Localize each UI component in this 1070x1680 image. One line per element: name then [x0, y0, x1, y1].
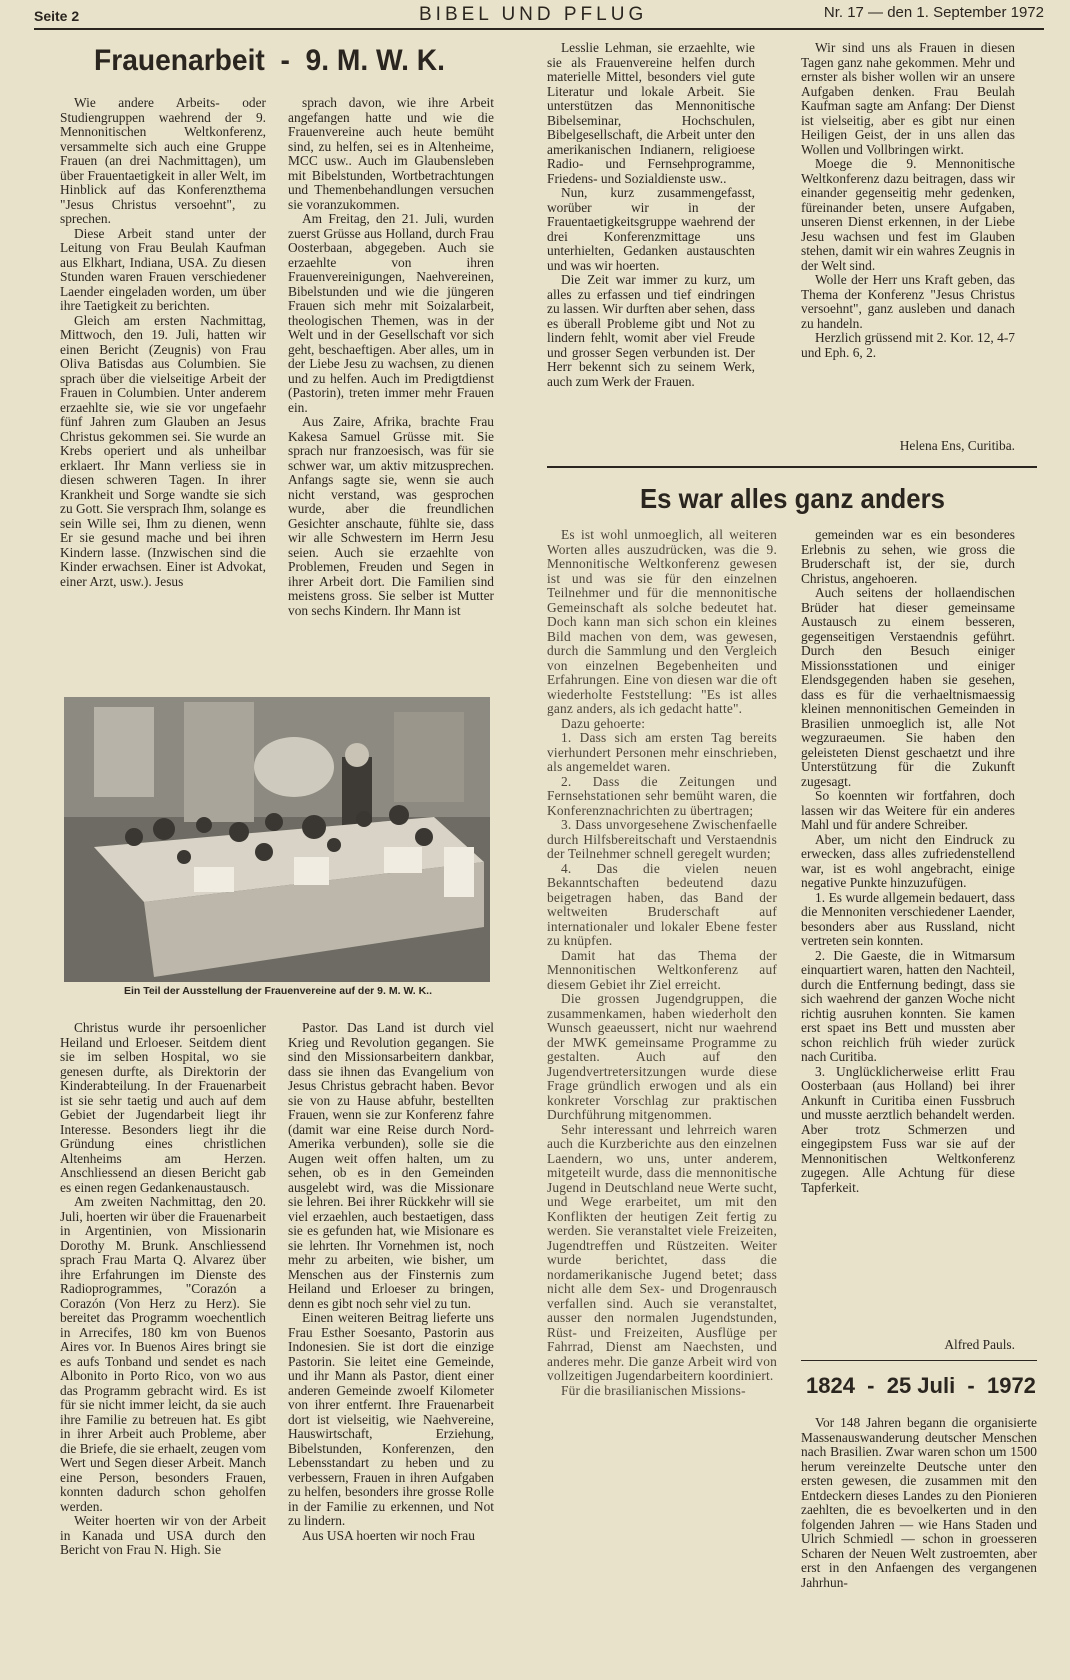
masthead: BIBEL UND PFLUG	[419, 4, 648, 25]
article1-column-3	[547, 41, 755, 389]
section-divider	[547, 466, 1037, 468]
article1-column-1	[60, 96, 266, 589]
paragraph: sprach davon, wie ihre Arbeit angefangen hatte und wie die Frauenvereine auch heute bemüht sind, zu helfen, sei es in Altenheime, MCC usw.. Auch im Glaubensleben mit Bibelstunden, Wortbetrachtungen und Themenbehandlungen versuchen sie voranzukommen.	[288, 95, 494, 212]
article-title: Frauenarbeit - 9. M. W. K.	[94, 44, 445, 77]
paragraph: Weiter hoerten wir von der Arbeit in Kanada und USA durch den Bericht von Frau N. High. Sie	[60, 1513, 266, 1557]
paragraph: Sehr interessant und lehrreich waren auch die Kurzberichte aus den einzelnen Laendern, wo uns, unter anderem, mitgeteilt wurde, dass die mennonitische Jugend in Deutschland neue Werte sucht, und Wege erarbeitet, um mit den Konflikten der heutigen Zeit fertig zu werden. Sie veranstaltet viele Freizeiten, Jugendtreffen und Rüstzeiten. Weiter wurde berichtet, dass die nordamerikanische Jugend betet; dass nicht alle dem Sex- und Drogenrausch verfallen sind. Auch sie veranstaltet, ausser den normalen Jugendstunden, Rüst- und Freizeiten, Ausflüge per Fahrrad, Dienst am Naechsten, und anderes mehr. Die ganze Arbeit wird von vollzeitigen Jugendarbeitern koordiniert.	[547, 1121, 777, 1383]
paragraph: So koennten wir fortfahren, doch lassen wir das Weitere für ein anderes Mahl und für andere Schreiber.	[801, 788, 1015, 832]
paragraph: Pastor. Das Land ist durch viel Krieg und Revolution gegangen. Sie sind den Missionsarbeitern dankbar, dass sie ihnen das Evangelium von Jesus Christus gebracht haben. Bevor sie von zu Hause abfuhr, bestellten Frauen, wenn sie zur Konferenz fahre (damit war eine Reise durch Nord-Amerika verbunden), solle sie die Augen weit offen halten, um zu sehen, ob es in den Gemeinden ausgelebt wird, was die Missionare sie lehren. Bei ihrer Rückkehr will sie viel erzaehlen, auch bestaetigen, dass sie es gefunden hat, wie Misionare es sie lehrten. Ihr Vornehmen ist, noch mehr zu arbeiten, wie bisher, um Menschen aus der Finsternis zum Heiland und Erloeser zu bringen, denn es gibt noch sehr viel zu tun.	[288, 1020, 494, 1311]
article1-signature: Helena Ens, Curitiba.	[899, 438, 1015, 453]
paragraph: Aus Zaire, Afrika, brachte Frau Kakesa Samuel Grüsse mit. Sie sprach nur franzoesisch, was für sie schwer war, um aktiv mitzusprechen. Anfangs sagte sie, wenn sie auch nicht verstand, was gesprochen wurde, aber die freundlichen Gesichter anschaute, fühlte sie, dass wir alle Schwestern im Herrn Jesu seien. Auch sie erzaehlte von Problemen, Freuden und Segen in ihrer Arbeit dort. Die Familien sind meistens gross. Sie selber ist Mutter von sechs Kindern. Ihr Mann ist	[288, 414, 494, 618]
paragraph: 2. Die Gaeste, die in Witmarsum einquartiert waren, hatten den Nachteil, durch die Entfernung bedingt, dass sie sich waehrend der ganzen Woche nicht richtig ausruhen konnten. Sie kamen erst spaet ins Bett und mussten aber schon reichlich früh wieder zurück nach Curitiba.	[801, 947, 1015, 1064]
paragraph: Aber, um nicht den Eindruck zu erwecken, dass alles zufriedenstellend war, ist es wohl angebracht, einige negative Punkte hinzuzufügen.	[801, 831, 1015, 890]
paragraph: Für die brasilianischen Missions-	[561, 1382, 746, 1398]
paragraph: Am zweiten Nachmittag, den 20. Juli, hoerten wir über die Frauenarbeit in Argentinien, von Missionarin Dorothy M. Brunk. Anschliessend sprach Frau Marta Q. Alvarez über ihre Erfahrungen im Dienste des Radioprogrammes, "Corazón a Corazón (Von Herz zu Herz). Sie bereitet das Programm woechentlich in Arrecifes, 180 km von Buenos Aires vor. In Buenos Aires bringt sie es aufs Tonband und sendet es nach Albonito in Porto Rico, von wo aus das Programm gebracht wird. Es ist für sie nicht immer leicht, da sie auch ihre Familie zu betreuen hat. Es gibt in ihrer Arbeit auch Probleme, aber die Briefe, die sie erhaelt, zeugen vom Wert und Segen dieser Arbeit. Manch eine Person, besonders Frauen, konnten dadurch schon geholfen werden.	[60, 1194, 266, 1514]
paragraph: 1. Es wurde allgemein bedauert, dass die Mennoniten verschiedener Laender, besonders aber aus Russland, nicht vertreten sein konnten.	[801, 889, 1015, 948]
paragraph: Herzlich grüssend mit 2. Kor. 12, 4-7 und Eph. 6, 2.	[801, 330, 1015, 360]
issue-date: Nr. 17 — den 1. September 1972	[823, 4, 1044, 21]
paragraph: Am Freitag, den 21. Juli, wurden zuerst Grüsse aus Holland, durch Frau Oosterbaan, abgegeben. Auch sie erzaehlte von ihren Frauenvereinigungen, Naehvereinen, Bibelstunden und wie die jüngeren Frauen sich mehr mit Soizalarbeit, theologischen Themen, was in der Welt und in der Gesellschaft vor sich geht, beschaeftigen. Aber alles, um in der Liebe Jesu zu wachsen, zu dienen und zu helfen. Auch im Predigtdienst (Pastorin), treten immer mehr Frauen ein.	[288, 211, 494, 415]
article1-column-2-continued	[288, 1021, 494, 1543]
article3-title: 1824 - 25 Juli - 1972	[806, 1373, 1036, 1398]
article2-column-1	[547, 528, 777, 1398]
paragraph: Diese Arbeit stand unter der Leitung von Frau Beulah Kaufman aus Elkhart, Indiana, USA. Zu diesen Stunden waren Frauen verschiedener Laender eingeladen worden, um über ihre Taetigkeit zu berichten.	[60, 225, 266, 313]
paragraph: 4. Das die vielen neuen Bekanntschaften bedeutend dazu beigetragen haben, das Band der weltweiten Bruderschaft auf internationaler und lokaler Ebene fester zu knüpfen.	[547, 860, 777, 948]
paragraph: Dazu gehoerte:	[561, 715, 646, 731]
paragraph: Gleich am ersten Nachmittag, Mittwoch, den 19. Juli, hatten wir einen Bericht (Zeugnis) von Frau Oliva Batisdas aus Columbien. Sie sprach über die vielseitige Arbeit der Frauen in Columbien. Unter anderem erzaehlte sie, wie sie vor ungefaehr fünf Jahren zum Glauben an Jesus Christus gekommen sei. Sie wurde an Krebs operiert und als unheilbar erklaert. Ihr Mann verliess sie in diesen schweren Tagen. In ihrer Krankheit und Sorge wandte sie sich zu Gott. Sie versprach Ihm, solange es sein Wille sei, Ihm zu dienen, wenn Er sie gesund mache und bei ihren Kindern lasse. (Inzwischen sind die Kinder erwachsen. Einer ist Advokat, einer Arzt, usw.). Jesus	[60, 312, 267, 589]
header-rule	[34, 28, 1044, 30]
paragraph: 3. Dass unvorgesehene Zwischenfaelle durch Hilfsbereitschaft und Verstaendnis der Teilnehmer schnell geregelt wurden;	[547, 817, 777, 861]
paragraph: Vor 148 Jahren begann die organisierte Massenauswanderung deutscher Menschen nach Brasilien. Zwar waren schon um 1500 herum vereinzelte Deutsche unter den ersten gewesen, die zusammen mit den Entdeckern dieses Landes zu den Pionieren zaehlten, die es bevoelkerten und in den folgenden Jahren — wie Hans Staden und Ulrich Schmiedl — schon in groesseren Scharen der Neuen Welt zustroemten, aber erst in den Anfaengen des vergangenen Jahrhun-	[801, 1415, 1037, 1590]
paragraph: Wir sind uns als Frauen in diesen Tagen ganz nahe gekommen. Mehr und ernster als bisher wollen wir an unsere Aufgaben denken. Frau Beulah Kaufman sagte am Anfang: Der Dienst ist vielseitig, aber es gibt nur einen Heiligen Geist, der in uns allen das Wollen und Vollbringen wirkt.	[801, 40, 1015, 157]
paragraph: Auch seitens der hollaendischen Brüder hat dieser gemeinsame Austausch zu einem besseren, gegenseitigen Verstaendnis geführt. Durch den Besuch einiger Missionsstationen und einiger Elendsgegenden haben sie gesehen, dass es für die verhaeltnismaessig kleinen mennonitischen Gemeinden in Brasilien unmoeglich ist, alle Not wegzuraeumen. Sie haben den geleisteten Dienst geschaetzt und ihre Unterstützung für die Zukunft zugesagt.	[801, 585, 1015, 789]
paragraph: gemeinden war es ein besonderes Erlebnis zu sehen, wie gross die Bruderschaft ist, der sie, durch Christus, angehoeren.	[801, 527, 1015, 586]
paragraph: 1. Dass sich am ersten Tag bereits vierhundert Personen mehr einschrieben, als angemeldet waren.	[547, 730, 777, 774]
paragraph: Aus USA hoerten wir noch Frau	[302, 1527, 475, 1543]
paragraph: Wolle der Herr uns Kraft geben, das Thema der Konferenz "Jesus Christus versoehnt", ganz ausleben und danach zu handeln.	[801, 272, 1015, 331]
paragraph: Moege die 9. Mennonitische Weltkonferenz dazu beitragen, dass wir einander gegenseitig mehr gedenken, füreinander beten, unsere Aufgaben, unseren Dienst erkennen, in der Liebe Jesu wachsen und fest im Glauben stehen, damit wir ein wahres Zeugnis in der Welt sind.	[801, 156, 1015, 273]
photo-caption: Ein Teil der Ausstellung der Frauenvereine auf der 9. M. W. K..	[123, 985, 433, 997]
article2-title: Es war alles ganz anders	[640, 483, 945, 514]
paragraph: Einen weiteren Beitrag lieferte uns Frau Esther Soesanto, Pastorin aus Indonesien. Sie ist dort die einzige Pastorin. Sie leitet eine Gemeinde, und ihr Mann als Pastor, dient einer anderen Gemeinde zwoelf Kilometer von ihrer entfernt. Ihre Frauenarbeit dort ist vielseitig, wie Naehvereine, Hauswirtschaft, Erziehung, Bibelstunden, Konferenzen, den Lebensstandart zu heben und zu verbessern, Frauen in ihren Aufgaben zu helfen, besonders ihre grosse Rolle in der Familie zu erkennen, und Not zu lindern.	[288, 1310, 494, 1528]
paragraph: Lesslie Lehman, sie erzaehlte, wie sie als Frauenvereine helfen durch materielle Mittel, besonders viel gute Literatur und lokale Arbeit. Sie unterstützen das Mennonitische Bibelseminar, Hochschulen, Bibelgesellschaft, die Arbeit unter den amerikanischen Indianern, religioese Radio- und Fernsehprogramme, Friedens- und Sozialdienste usw..	[547, 40, 755, 186]
article3-body	[801, 1416, 1037, 1590]
paragraph: Wie andere Arbeits- oder Studiengruppen waehrend der 9. Mennonitischen Weltkonferenz, versammelte sich auch eine Gruppe Frauen (an drei Nachmittagen), um über Frauentaetigkeit in aller Welt, im Hinblick auf das Konferenzthema "Jesus Christus versoehnt", zu sprechen.	[60, 95, 266, 226]
article2-column-2	[801, 528, 1015, 1195]
paragraph: Christus wurde ihr persoenlicher Heiland und Erloeser. Seitdem dient sie im selben Hospital, wo sie genesen durfte, als Direktorin der Kinderabteilung. In der Frauenarbeit ist sie sehr taetig und auch auf dem Gebiet der Jugendarbeit liegt ihr Interesse. Besonders liegt ihr die Gründung eines christlichen Altenheims am Herzen. Anschliessend an diesen Bericht gab es einen regen Gedankenaustausch.	[60, 1020, 266, 1195]
paragraph: Die Zeit war immer zu kurz, um alles zu erfassen und tief eindringen zu lassen. Wir durften aber sehen, dass es überall Probleme gibt und Not zu lindern fehlt, womit aber viel Freude und grosser Segen verbunden ist. Der Herr bekennt sich zu seinem Werk, auch zum Werk der Frauen.	[547, 272, 755, 389]
paragraph: 3. Unglücklicherweise erlitt Frau Oosterbaan (aus Holland) bei ihrer Ankunft in Curitiba einen Fussbruch und musste aerztlich behandelt werden. Aber trotz Schmerzen und eingegipstem Fuss war sie auf der Mennonitischen Weltkonferenz zugegen. Alle Achtung für diese Tapferkeit.	[801, 1063, 1015, 1195]
exhibition-photo	[64, 697, 490, 982]
paragraph: Es ist wohl unmoeglich, all weiteren Worten alles auszudrücken, was die 9. Mennonitische Weltkonferenz gewesen ist und was sie für den einzelnen Teilnehmer und für die mennonitische Gemeinschaft als solche bedeutet hat. Doch kann man sich schon ein kleines Bild machen von dem, was gewesen, durch die Sammlung und den Vergleich von einzelnen Begebenheiten und Erfahrungen. Eine von diesen war die oft wiederholte Feststellung: "Es ist alles ganz anders, als ich gedacht hatte".	[547, 527, 777, 716]
article2-signature: Alfred Pauls.	[944, 1337, 1015, 1352]
paragraph: Damit hat das Thema der Mennonitischen Weltkonferenz auf diesem Gebiet ihr Ziel erreicht.	[547, 947, 777, 992]
page-header	[34, 4, 1044, 28]
paragraph: Die grossen Jugendgruppen, die zusammenkamen, haben wiederholt den Wunsch geaeussert, nicht nur waehrend der MWK gemeinsame Programme zu gestalten. Auch auf den Jugendvertretersitzungen wurde diese Frage gründlich erwogen und als ein konkreter Vorschlag zur praktischen Durchführung mitgenommen.	[547, 991, 777, 1122]
page-number: Seite 2	[34, 8, 80, 24]
article1-column-2	[288, 96, 494, 618]
section-divider-2	[801, 1360, 1037, 1361]
article1-column-1-continued	[60, 1021, 266, 1558]
paragraph: Nun, kurz zusammengefasst, worüber wir in der Frauentaetigkeitsgruppe waehrend der drei Konferenzmittage uns unterhielten, Gedanken austauschten und was wir hoerten.	[547, 185, 755, 273]
article1-column-4	[801, 41, 1015, 360]
paragraph: 2. Dass die Zeitungen und Fernsehstationen sehr bemüht waren, die Konferenznachrichten zu übertragen;	[547, 773, 777, 818]
